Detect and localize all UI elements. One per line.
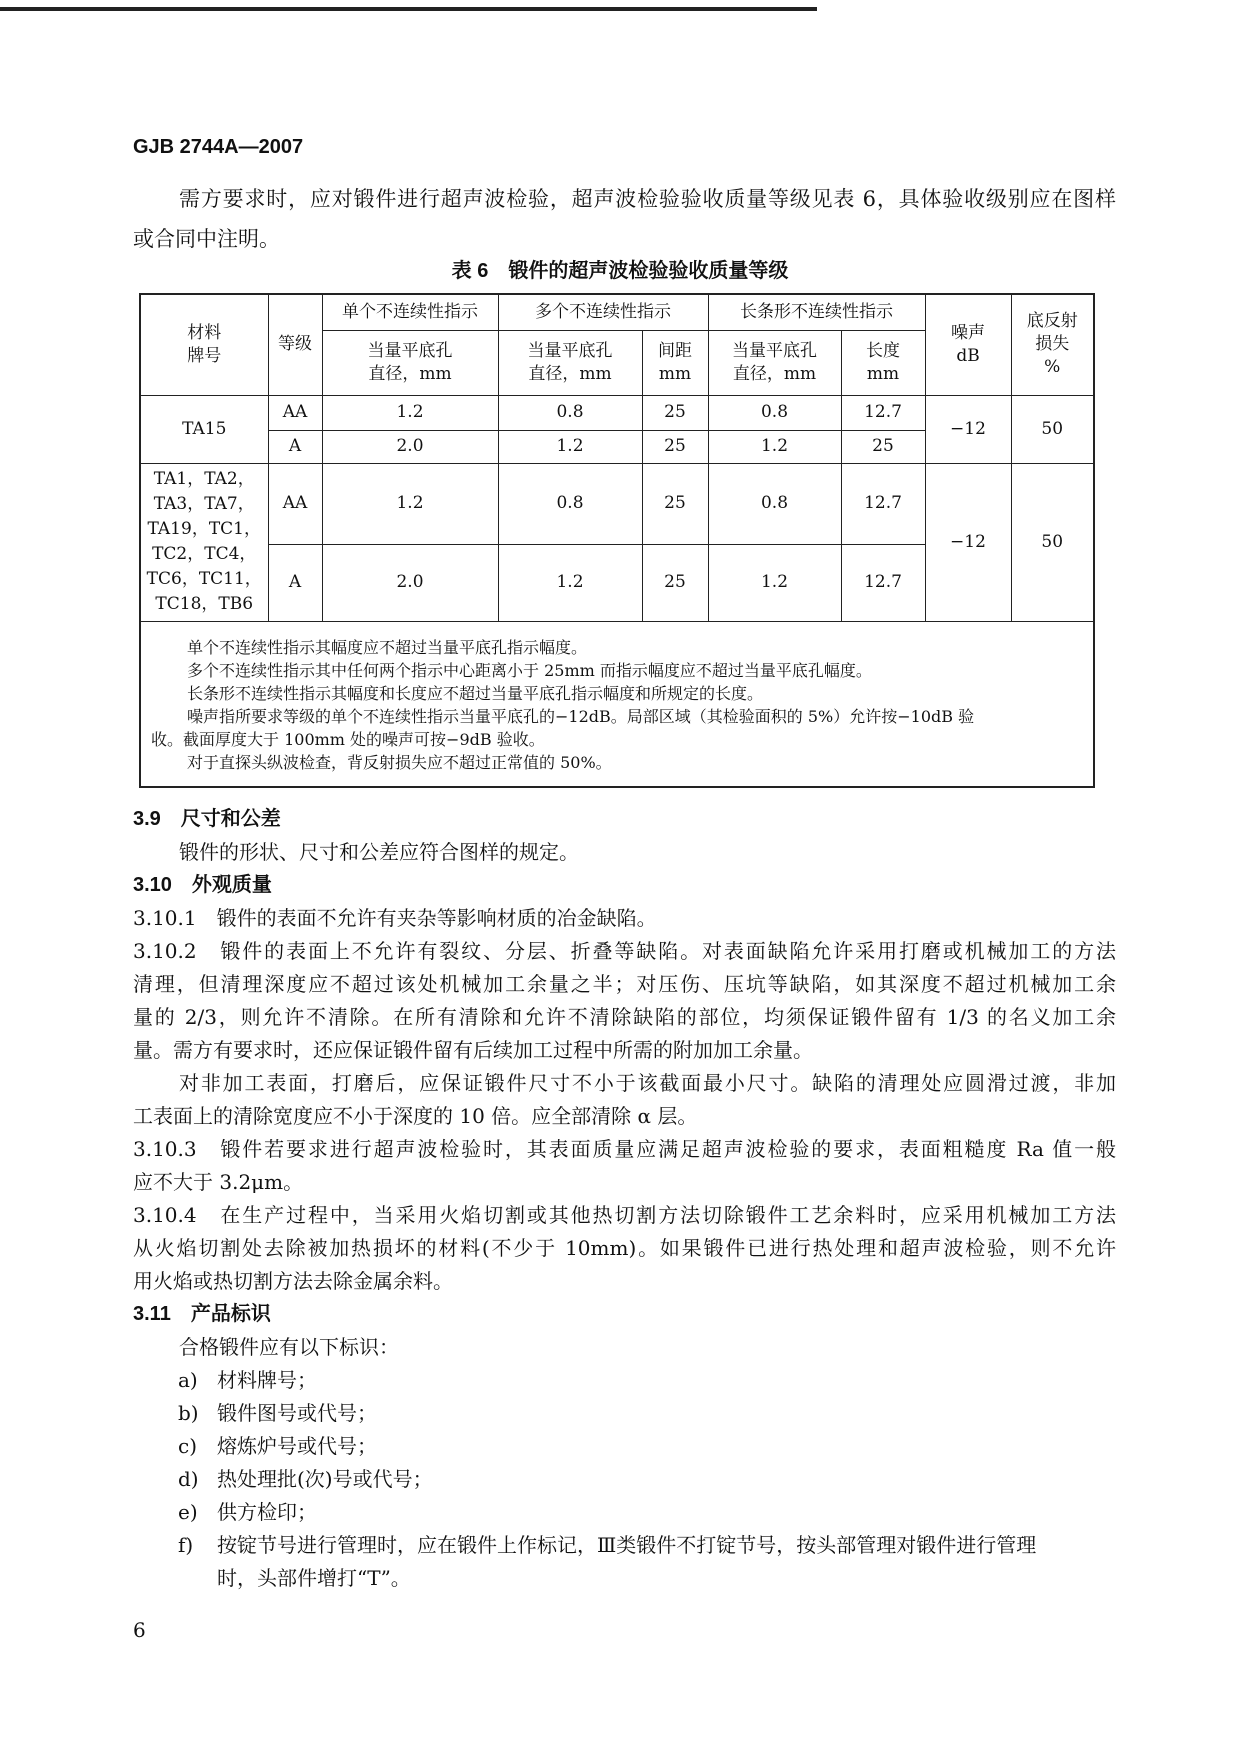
text-line: 用火焰或热切割方法去除金属余料。 <box>133 1269 453 1293</box>
cell-grade: A <box>268 430 322 463</box>
header-elongated: 长条形不连续性指示 <box>708 294 925 330</box>
header-spacing: 间距 mm <box>642 330 708 395</box>
cell-multi-dia: 1.2 <box>498 430 642 463</box>
text-line: 3.10.1 锻件的表面不允许有夹杂等影响材质的冶金缺陷。 <box>133 906 657 930</box>
standard-number: GJB 2744A—2007 <box>133 136 304 158</box>
list-label: e) <box>178 1500 198 1524</box>
header-elong-dia: 当量平底孔 直径，mm <box>708 330 841 395</box>
list-text: 供方检印； <box>217 1500 317 1524</box>
text-line: 合格锻件应有以下标识： <box>179 1335 399 1359</box>
text-line: 从火焰切割处去除被加热损坏的材料(不少于 10mm)。如果锻件已进行热处理和超声波检验，则不允许 <box>133 1236 1116 1260</box>
header-length: 长度 mm <box>841 330 925 395</box>
note: 多个不连续性指示其中任何两个指示中心距离小于 25mm 而指示幅度应不超过当量平底孔幅度。 <box>187 660 872 680</box>
cell-spacing: 25 <box>642 463 708 544</box>
list-label: f) <box>178 1533 194 1557</box>
cell-single: 2.0 <box>322 430 498 463</box>
text-line: 3.10.3 锻件若要求进行超声波检验时，其表面质量应满足超声波检验的要求，表面粗糙度 Ra 值一般 <box>133 1137 1116 1161</box>
table-row <box>140 463 1094 544</box>
note: 噪声指所要求等级的单个不连续性指示当量平底孔的−12dB。局部区域（其检验面积的 5%）允许按−10dB 验 <box>187 706 975 726</box>
cell-length: 25 <box>841 430 925 463</box>
note: 收。截面厚度大于 100mm 处的噪声可按−9dB 验收。 <box>151 729 545 749</box>
text-line: 锻件的形状、尺寸和公差应符合图样的规定。 <box>179 840 579 864</box>
cell-length: 12.7 <box>841 463 925 544</box>
list-text: 材料牌号； <box>217 1368 317 1392</box>
list-item <box>133 1430 1116 1463</box>
cell-elong-dia: 1.2 <box>708 544 841 621</box>
list-label: c) <box>178 1434 198 1458</box>
cell-spacing: 25 <box>642 395 708 430</box>
cell-grade: A <box>268 544 322 621</box>
header-noise: 噪声 dB <box>925 294 1011 395</box>
list-item <box>133 1529 1116 1562</box>
list-label: b) <box>178 1401 199 1425</box>
text-line: 对非加工表面，打磨后，应保证锻件尺寸不小于该截面最小尺寸。缺陷的清理处应圆滑过渡，非加 <box>179 1071 1116 1095</box>
table-row <box>140 395 1094 430</box>
list-item <box>133 1397 1116 1430</box>
section-heading: 3.11 产品标识 <box>133 1303 271 1325</box>
cell-material: TA1，TA2， TA3，TA7， TA19，TC1， TC2，TC4， TC6，TC11， TC18，TB6 <box>140 463 268 621</box>
cell-back: 50 <box>1011 463 1094 621</box>
page-number: 6 <box>133 1618 146 1642</box>
header-back-reflection: 底反射 损失 % <box>1011 294 1094 395</box>
top-rule <box>0 7 817 11</box>
text-line: 量。需方有要求时，还应保证锻件留有后续加工过程中所需的附加加工余量。 <box>133 1038 813 1062</box>
text-line: 工表面上的清除宽度应不小于深度的 10 倍。应全部清除 α 层。 <box>133 1104 698 1128</box>
cell-grade: AA <box>268 463 322 544</box>
text-line: 量的 2/3，则允许不清除。在所有清除和允许不清除缺陷的部位，均须保证锻件留有 1/3 的名义加工余 <box>133 1005 1116 1029</box>
list-item <box>133 1364 1116 1397</box>
list-label: d) <box>178 1467 199 1491</box>
cell-elong-dia: 1.2 <box>708 430 841 463</box>
cell-multi-dia: 0.8 <box>498 395 642 430</box>
list-text: 熔炼炉号或代号； <box>217 1434 377 1458</box>
cell-single: 1.2 <box>322 463 498 544</box>
cell-length: 12.7 <box>841 544 925 621</box>
cell-multi-dia: 0.8 <box>498 463 642 544</box>
note: 单个不连续性指示其幅度应不超过当量平底孔指示幅度。 <box>187 637 588 657</box>
note: 对于直探头纵波检查，背反射损失应不超过正常值的 50%。 <box>187 752 612 772</box>
text-line: 3.10.4 在生产过程中，当采用火焰切割或其他热切割方法切除锻件工艺余料时，应采用机械加工方法 <box>133 1203 1116 1227</box>
cell-back: 50 <box>1011 395 1094 463</box>
section-heading: 3.10 外观质量 <box>133 874 272 896</box>
cell-length: 12.7 <box>841 395 925 430</box>
text-line: 需方要求时，应对锻件进行超声波检验，超声波检验验收质量等级见表 6，具体验收级别应在图样 <box>179 187 1116 211</box>
list-label: a) <box>178 1368 198 1392</box>
text-line: 3.10.2 锻件的表面上不允许有裂纹、分层、折叠等缺陷。对表面缺陷允许采用打磨或机械加工的方法 <box>133 939 1116 963</box>
text-line: 或合同中注明。 <box>133 227 280 251</box>
header-grade: 等级 <box>268 294 322 395</box>
text-line: 清理，但清理深度应不超过该处机械加工余量之半；对压伤、压坑等缺陷，如其深度不超过机械加工余 <box>133 972 1116 996</box>
text-line: 应不大于 3.2μm。 <box>133 1170 304 1194</box>
table-title: 表 6 锻件的超声波检验验收质量等级 <box>451 260 789 282</box>
list-item: 时，头部件增打“T”。 <box>217 1566 411 1590</box>
header-single: 单个不连续性指示 <box>322 294 498 330</box>
ultrasonic-grade-table <box>139 293 1095 788</box>
list-item <box>133 1463 1116 1496</box>
table-notes <box>140 621 1094 787</box>
intro-paragraph <box>133 179 1116 259</box>
header-single-dia: 当量平底孔 直径，mm <box>322 330 498 395</box>
cell-material: TA15 <box>140 395 268 463</box>
list-text: 按锭节号进行管理时，应在锻件上作标记，Ⅲ类锻件不打锭节号，按头部管理对锻件进行管理 <box>217 1533 1037 1557</box>
cell-elong-dia: 0.8 <box>708 463 841 544</box>
cell-single: 1.2 <box>322 395 498 430</box>
header-material: 材料 牌号 <box>140 294 268 395</box>
list-text: 锻件图号或代号； <box>217 1401 377 1425</box>
cell-spacing: 25 <box>642 430 708 463</box>
body-text <box>133 803 1116 1595</box>
header-multi-dia: 当量平底孔 直径，mm <box>498 330 642 395</box>
cell-single: 2.0 <box>322 544 498 621</box>
list-text: 热处理批(次)号或代号； <box>217 1467 433 1491</box>
cell-elong-dia: 0.8 <box>708 395 841 430</box>
list-item <box>133 1496 1116 1529</box>
cell-noise: −12 <box>925 395 1011 463</box>
cell-multi-dia: 1.2 <box>498 544 642 621</box>
note: 长条形不连续性指示其幅度和长度应不超过当量平底孔指示幅度和所规定的长度。 <box>187 683 764 703</box>
cell-grade: AA <box>268 395 322 430</box>
cell-noise: −12 <box>925 463 1011 621</box>
header-multiple: 多个不连续性指示 <box>498 294 708 330</box>
cell-spacing: 25 <box>642 544 708 621</box>
section-heading: 3.9 尺寸和公差 <box>133 808 281 830</box>
